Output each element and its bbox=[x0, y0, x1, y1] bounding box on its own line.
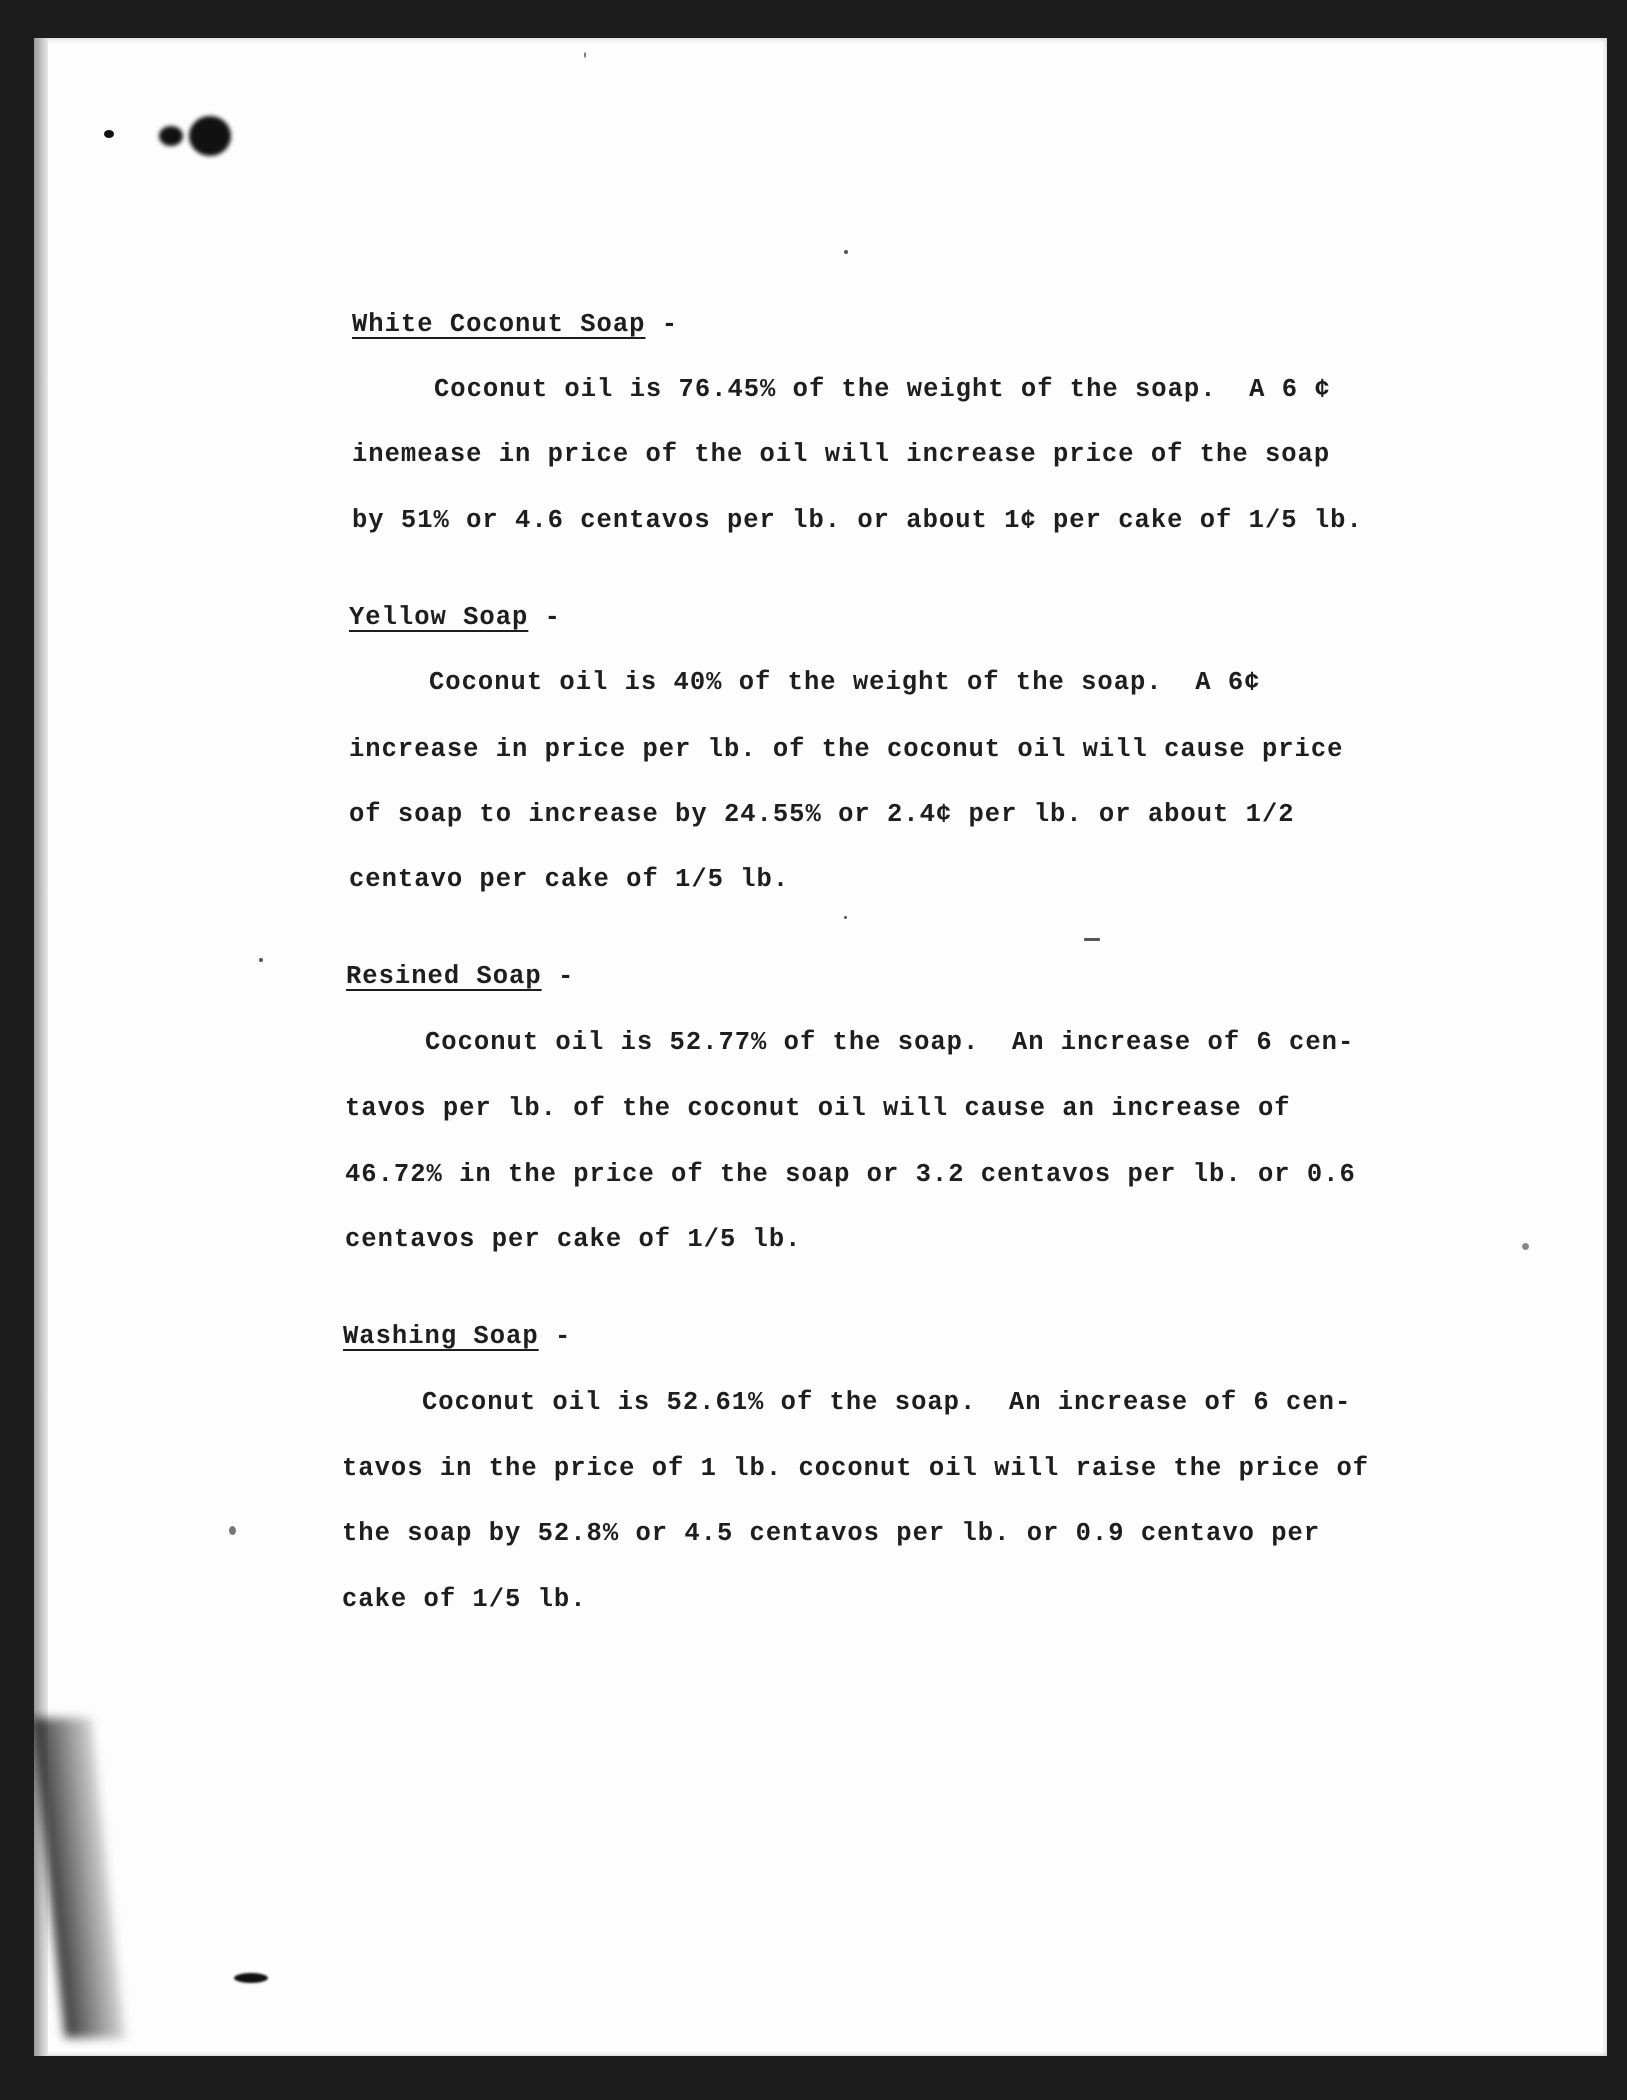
paragraph-line: centavo per cake of 1/5 lb. bbox=[349, 865, 790, 894]
paragraph-line: Coconut oil is 52.61% of the soap. An increase of 6 cen- bbox=[422, 1388, 1352, 1417]
ink-blot bbox=[159, 126, 183, 146]
paragraph-line: cake of 1/5 lb. bbox=[342, 1585, 587, 1614]
heading-text: White Coconut Soap bbox=[352, 310, 646, 339]
dust-speck bbox=[229, 1526, 236, 1535]
paragraph-line: 46.72% in the price of the soap or 3.2 centavos per lb. or 0.6 bbox=[345, 1160, 1356, 1189]
dust-speck bbox=[584, 52, 586, 58]
heading-text: Yellow Soap bbox=[349, 603, 529, 632]
section-heading-white-coconut-soap bbox=[352, 310, 678, 339]
ink-blot bbox=[104, 130, 114, 138]
paragraph-line: centavos per cake of 1/5 lb. bbox=[345, 1225, 802, 1254]
paragraph-line: tavos in the price of 1 lb. coconut oil will raise the price of bbox=[342, 1454, 1370, 1483]
ink-blot bbox=[234, 1973, 268, 1983]
paragraph-line: the soap by 52.8% or 4.5 centavos per lb. or 0.9 centavo per bbox=[342, 1519, 1321, 1548]
paragraph-line: Coconut oil is 52.77% of the soap. An increase of 6 cen- bbox=[425, 1028, 1355, 1057]
heading-dash: - bbox=[541, 962, 575, 991]
paragraph-line: inemease in price of the oil will increase price of the soap bbox=[352, 440, 1331, 469]
paragraph-line: Coconut oil is 76.45% of the weight of the soap. A 6 ¢ bbox=[434, 375, 1331, 404]
paragraph-line: tavos per lb. of the coconut oil will cause an increase of bbox=[345, 1094, 1291, 1123]
paragraph-line: increase in price per lb. of the coconut oil will cause price bbox=[349, 735, 1344, 764]
paragraph-line: of soap to increase by 24.55% or 2.4¢ per lb. or about 1/2 bbox=[349, 800, 1295, 829]
paragraph-line: Coconut oil is 40% of the weight of the soap. A 6¢ bbox=[429, 668, 1261, 697]
heading-dash: - bbox=[645, 310, 679, 339]
heading-dash: - bbox=[528, 603, 561, 632]
dust-speck bbox=[844, 250, 848, 254]
dust-speck bbox=[1522, 1243, 1529, 1250]
heading-text: Washing Soap bbox=[343, 1322, 539, 1351]
dust-speck bbox=[1084, 938, 1100, 941]
section-heading-yellow-soap bbox=[349, 603, 561, 632]
ink-blot bbox=[189, 116, 231, 156]
heading-text: Resined Soap bbox=[346, 962, 542, 991]
section-heading-washing-soap bbox=[343, 1322, 571, 1351]
dust-speck bbox=[259, 958, 263, 962]
paragraph-line: by 51% or 4.6 centavos per lb. or about 1¢ per cake of 1/5 lb. bbox=[352, 506, 1363, 535]
section-heading-resined-soap bbox=[346, 962, 574, 991]
heading-dash: - bbox=[538, 1322, 572, 1351]
dust-speck bbox=[844, 916, 847, 919]
